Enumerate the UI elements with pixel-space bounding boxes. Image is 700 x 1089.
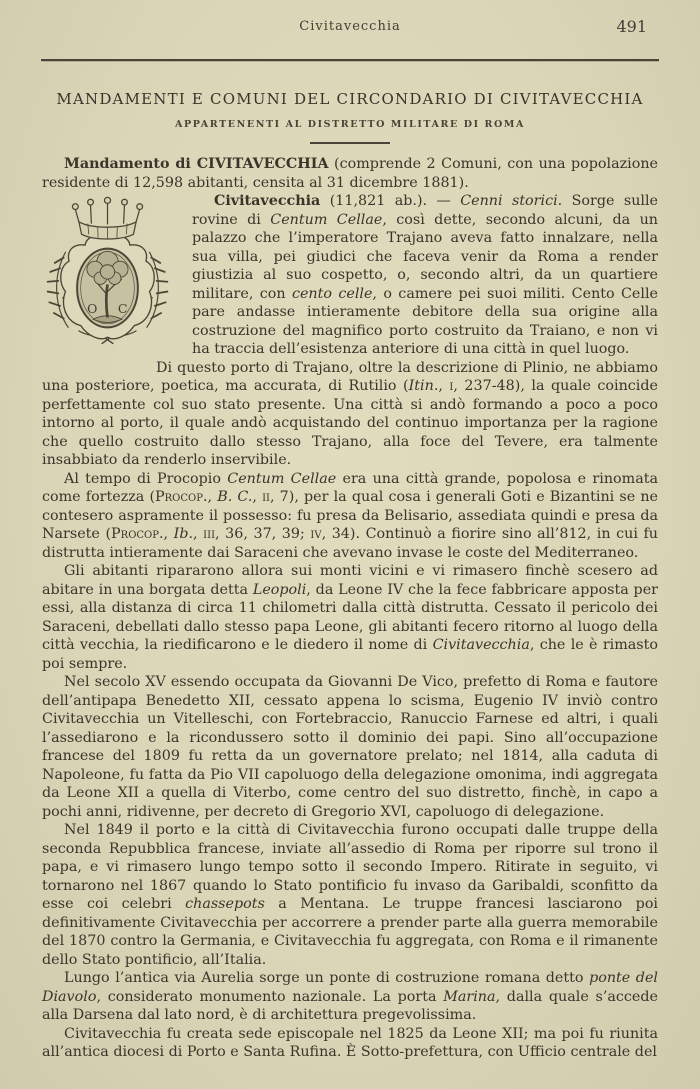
page-number: 491 [616, 17, 647, 36]
paragraph: Nel 1849 il porto e la città di Civitavecchia furono occupati dalle truppe della seconda Repubblica francese, inviate all’assedio di Roma per riporre sul trono il papa, e vi rimasero lungo tempo sotto il secondo Impero. Ritirate in seguito, vi tornarono nel 1867 quando lo Stato pontificio fu invaso da Garibaldi, sconfitto da esse coi celebri chassepots a Mentana. Le truppe francesi lasciarono poi definitivamente Civitavecchia per accorrere a prender parte alla guerra memorabile del 1870 contro la Germania, e Civitavecchia fu aggregata, con Roma e il rimanente dello Stato pontificio, all’Italia. [42, 822, 658, 968]
running-title: Civitavecchia [299, 19, 401, 34]
paragraph: Lungo l’antica via Aurelia sorge un ponte di costruzione romana detto ponte del Diavolo, considerato monumento nazionale. La porta Marina, dalla quale s’accede alla Darsena dal lato nord, è di architettura pregevolissima. [42, 970, 658, 1023]
paragraph: Mandamento di CIVITAVECCHIA (comprende 2 Comuni, con una popolazione residente di 12,598 abitanti, censita al 31 dicembre 1881). [42, 156, 658, 191]
body-text [42, 155, 658, 1062]
paragraph: Gli abitanti ripararono allora sui monti vicini e vi rimasero finchè scesero ad abitare in una borgata detta Leopoli, da Leone IV che la fece fabbricare apposta per essi, alla distanza di circa 11 chilometri dalla città distrutta. Cessato il pericolo dei Saraceni, debellati dallo stesso papa Leone, gli abitanti fecero ritorno al luogo della città vecchia, la riedificarono e le diedero il nome di Civitavecchia, che le è rimasto poi sempre. [42, 563, 658, 672]
coat-of-arms-illustration [30, 195, 185, 347]
header-rule [41, 59, 659, 61]
arms-letter-left: O [87, 301, 98, 317]
section-subtitle: APPARTENENTI AL DISTRETTO MILITARE DI ROMA [175, 119, 525, 130]
paragraph: Di questo porto di Trajano, oltre la descrizione di Plinio, ne abbiamo una posteriore, poetica, ma accurata, di Rutilio (Itin., i, 237-48), la quale coincide perfettamente col suo stato presente. Una città si andò formando a poco a poco intorno al porto, il quale andò acquistando del continuo importanza per la ragione che quello costruito dallo stesso Trajano, alla foce del Tevere, era talmente insabbiato da renderlo inservibile. [42, 359, 658, 468]
paragraph-group-first [42, 155, 658, 192]
paragraph: Nel secolo XV essendo occupata da Giovanni De Vico, prefetto di Roma e fautore dell’antipapa Benedetto XII, cessato appena lo scisma, Eugenio IV inviò contro Civitavecchia un Vitelleschi, con Fortebraccio, Ranuccio Farnese ed altri, i quali l’assediarono e la ricondussero sotto il dominio dei papi. Sino all’occupazione francese del 1809 fu retta da un governatore prelato; nel 1814, alla caduta di Napoleone, fu fatta da Pio VII capoluogo della delegazione omonima, indi aggregata da Leone XII a quella di Viterbo, come centro del suo distretto, finchè, in capo a pochi anni, ridivenne, per decreto di Gregorio XVI, capoluogo di delegazione. [42, 674, 658, 820]
paragraph: Civitavecchia fu creata sede episcopale nel 1825 da Leone XII; ma poi fu riunita all’antica diocesi di Porto e Santa Rufina. È Sotto-prefettura, con Ufficio centrale del [42, 1025, 658, 1060]
section-title: MANDAMENTI E COMUNI DEL CIRCONDARIO DI CIVITAVECCHIA [56, 90, 644, 108]
arms-letter-right: C [117, 301, 128, 317]
paragraph: Al tempo di Procopio Centum Cellae era una città grande, popolosa e rinomata come fortezza (Procop., B. C., ii, 7), per la qual cosa i generali Goti e Bizantini se ne contesero aspramente il possesso: fu presa da Belisario, assediata quindi e presa da Narsete (Procop., Ib., iii, 36, 37, 39; iv, 34). Continuò a fiorire sino all’812, in cui fu distrutta intieramente dai Saraceni che avevano invase le coste del Mediterraneo. [42, 470, 659, 561]
coat-of-arms-icon [30, 195, 185, 347]
paragraph: Civitavecchia (11,821 ab.). — Cenni storici. Sorge sulle rovine di Centum Cellae, così dette, secondo alcuni, da un palazzo che l’imperatore Trajano aveva fatto innalzare, nella sua villa, pei giudici che faceva venir da Roma a render giustizia al suo cospetto, o, secondo altri, da un quartiere militare, con cento celle, o camere pei suoi militi. Cento Celle pare andasse intieramente debitore della sua origine alla costruzione del magnifico porto costruito da Traiano, e non vi ha traccia dell’esistenza anteriore di una città in quel luogo. [192, 193, 659, 357]
section-divider [310, 142, 390, 144]
running-head [0, 0, 700, 49]
